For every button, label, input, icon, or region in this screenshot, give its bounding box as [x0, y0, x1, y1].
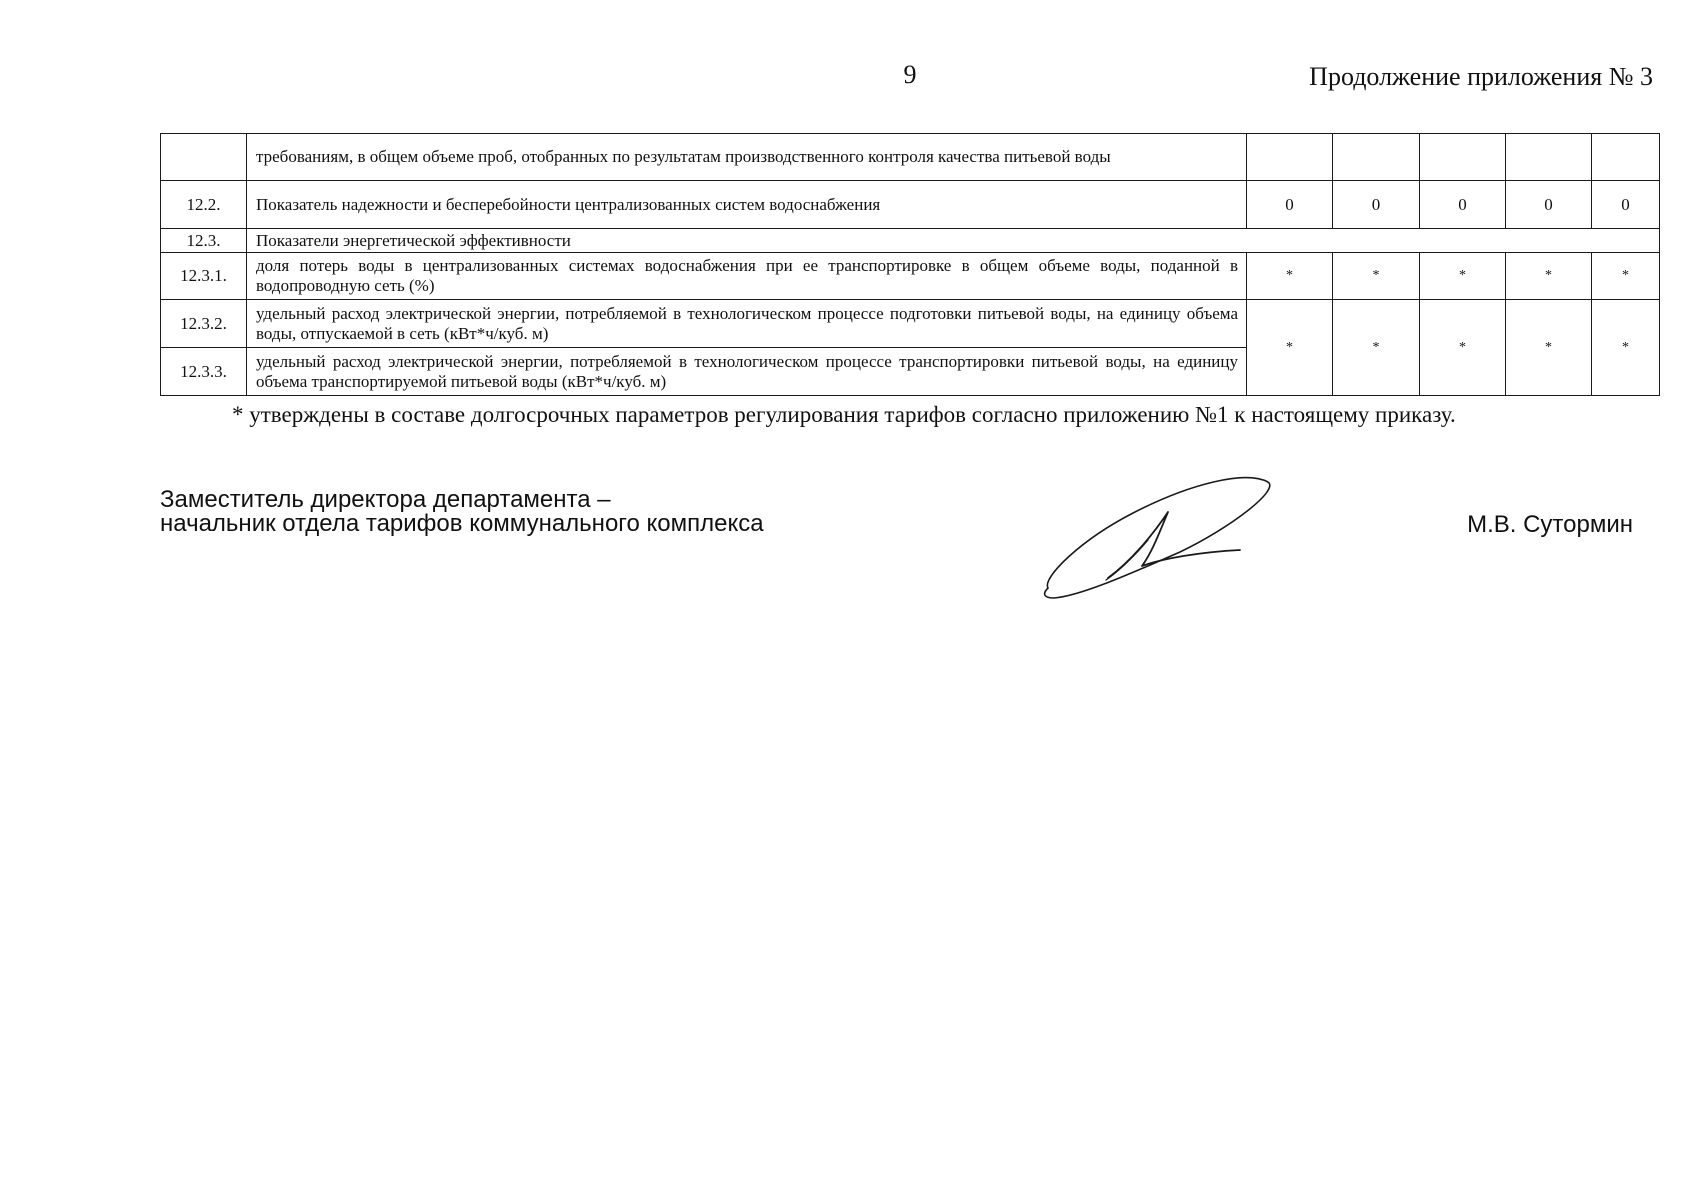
signer-position-line: начальник отдела тарифов коммунального комплекса [160, 510, 764, 537]
value-cell: 0 [1420, 181, 1506, 229]
row-description: удельный расход электрической энергии, потребляемой в технологическом процессе транспортировки питьевой воды, на единицу объема транспортируемой питьевой воды (кВт*ч/куб. м) [247, 348, 1247, 396]
indicators-table [160, 133, 1660, 396]
signer-position [160, 488, 764, 536]
row-number [161, 134, 247, 181]
footnote: * утверждены в составе долгосрочных параметров регулирования тарифов согласно приложению №1 к настоящему приказу. [232, 402, 1456, 427]
row-description: доля потерь воды в централизованных системах водоснабжения при ее транспортировке в общем объеме воды, поданной в водопроводную сеть (%) [247, 253, 1247, 300]
value-cell [1247, 134, 1333, 181]
value-cell: 0 [1333, 181, 1420, 229]
row-number: 12.2. [161, 181, 247, 229]
row-description: требованиям, в общем объеме проб, отобранных по результатам производственного контроля качества питьевой воды [247, 134, 1247, 181]
value-cell: 0 [1506, 181, 1592, 229]
value-cell: 0 [1247, 181, 1333, 229]
table-row [161, 253, 1660, 300]
appendix-title: Продолжение приложения № 3 [1309, 62, 1653, 91]
section-heading: Показатели энергетической эффективности [247, 229, 1660, 253]
page-number: 9 [903, 60, 917, 89]
value-cell: * [1592, 253, 1660, 300]
value-cell: 0 [1592, 181, 1660, 229]
value-cell: * [1506, 253, 1592, 300]
value-cell: * [1592, 300, 1660, 396]
value-cell: * [1420, 300, 1506, 396]
value-cell: * [1333, 253, 1420, 300]
table-row [161, 181, 1660, 229]
row-number: 12.3.3. [161, 348, 247, 396]
value-cell [1506, 134, 1592, 181]
signer-name: М.В. Сутормин [1467, 511, 1633, 538]
value-cell [1333, 134, 1420, 181]
value-cell [1420, 134, 1506, 181]
row-number: 12.3.1. [161, 253, 247, 300]
value-cell: * [1420, 253, 1506, 300]
value-cell [1592, 134, 1660, 181]
row-description: Показатель надежности и бесперебойности централизованных систем водоснабжения [247, 181, 1247, 229]
value-cell: * [1333, 300, 1420, 396]
signer-position-line: Заместитель директора департамента – [160, 486, 611, 513]
table-row [161, 300, 1660, 348]
indicators-table-wrapper [160, 133, 1659, 396]
table-row [161, 229, 1660, 253]
value-cell: * [1247, 253, 1333, 300]
row-description: удельный расход электрической энергии, потребляемой в технологическом процессе подготовки питьевой воды, на единицу объема воды, отпускаемой в сеть (кВт*ч/куб. м) [247, 300, 1247, 348]
value-cell: * [1247, 300, 1333, 396]
row-number: 12.3. [161, 229, 247, 253]
table-row [161, 134, 1660, 181]
row-number: 12.3.2. [161, 300, 247, 348]
handwritten-signature [1040, 470, 1280, 610]
value-cell: * [1506, 300, 1592, 396]
